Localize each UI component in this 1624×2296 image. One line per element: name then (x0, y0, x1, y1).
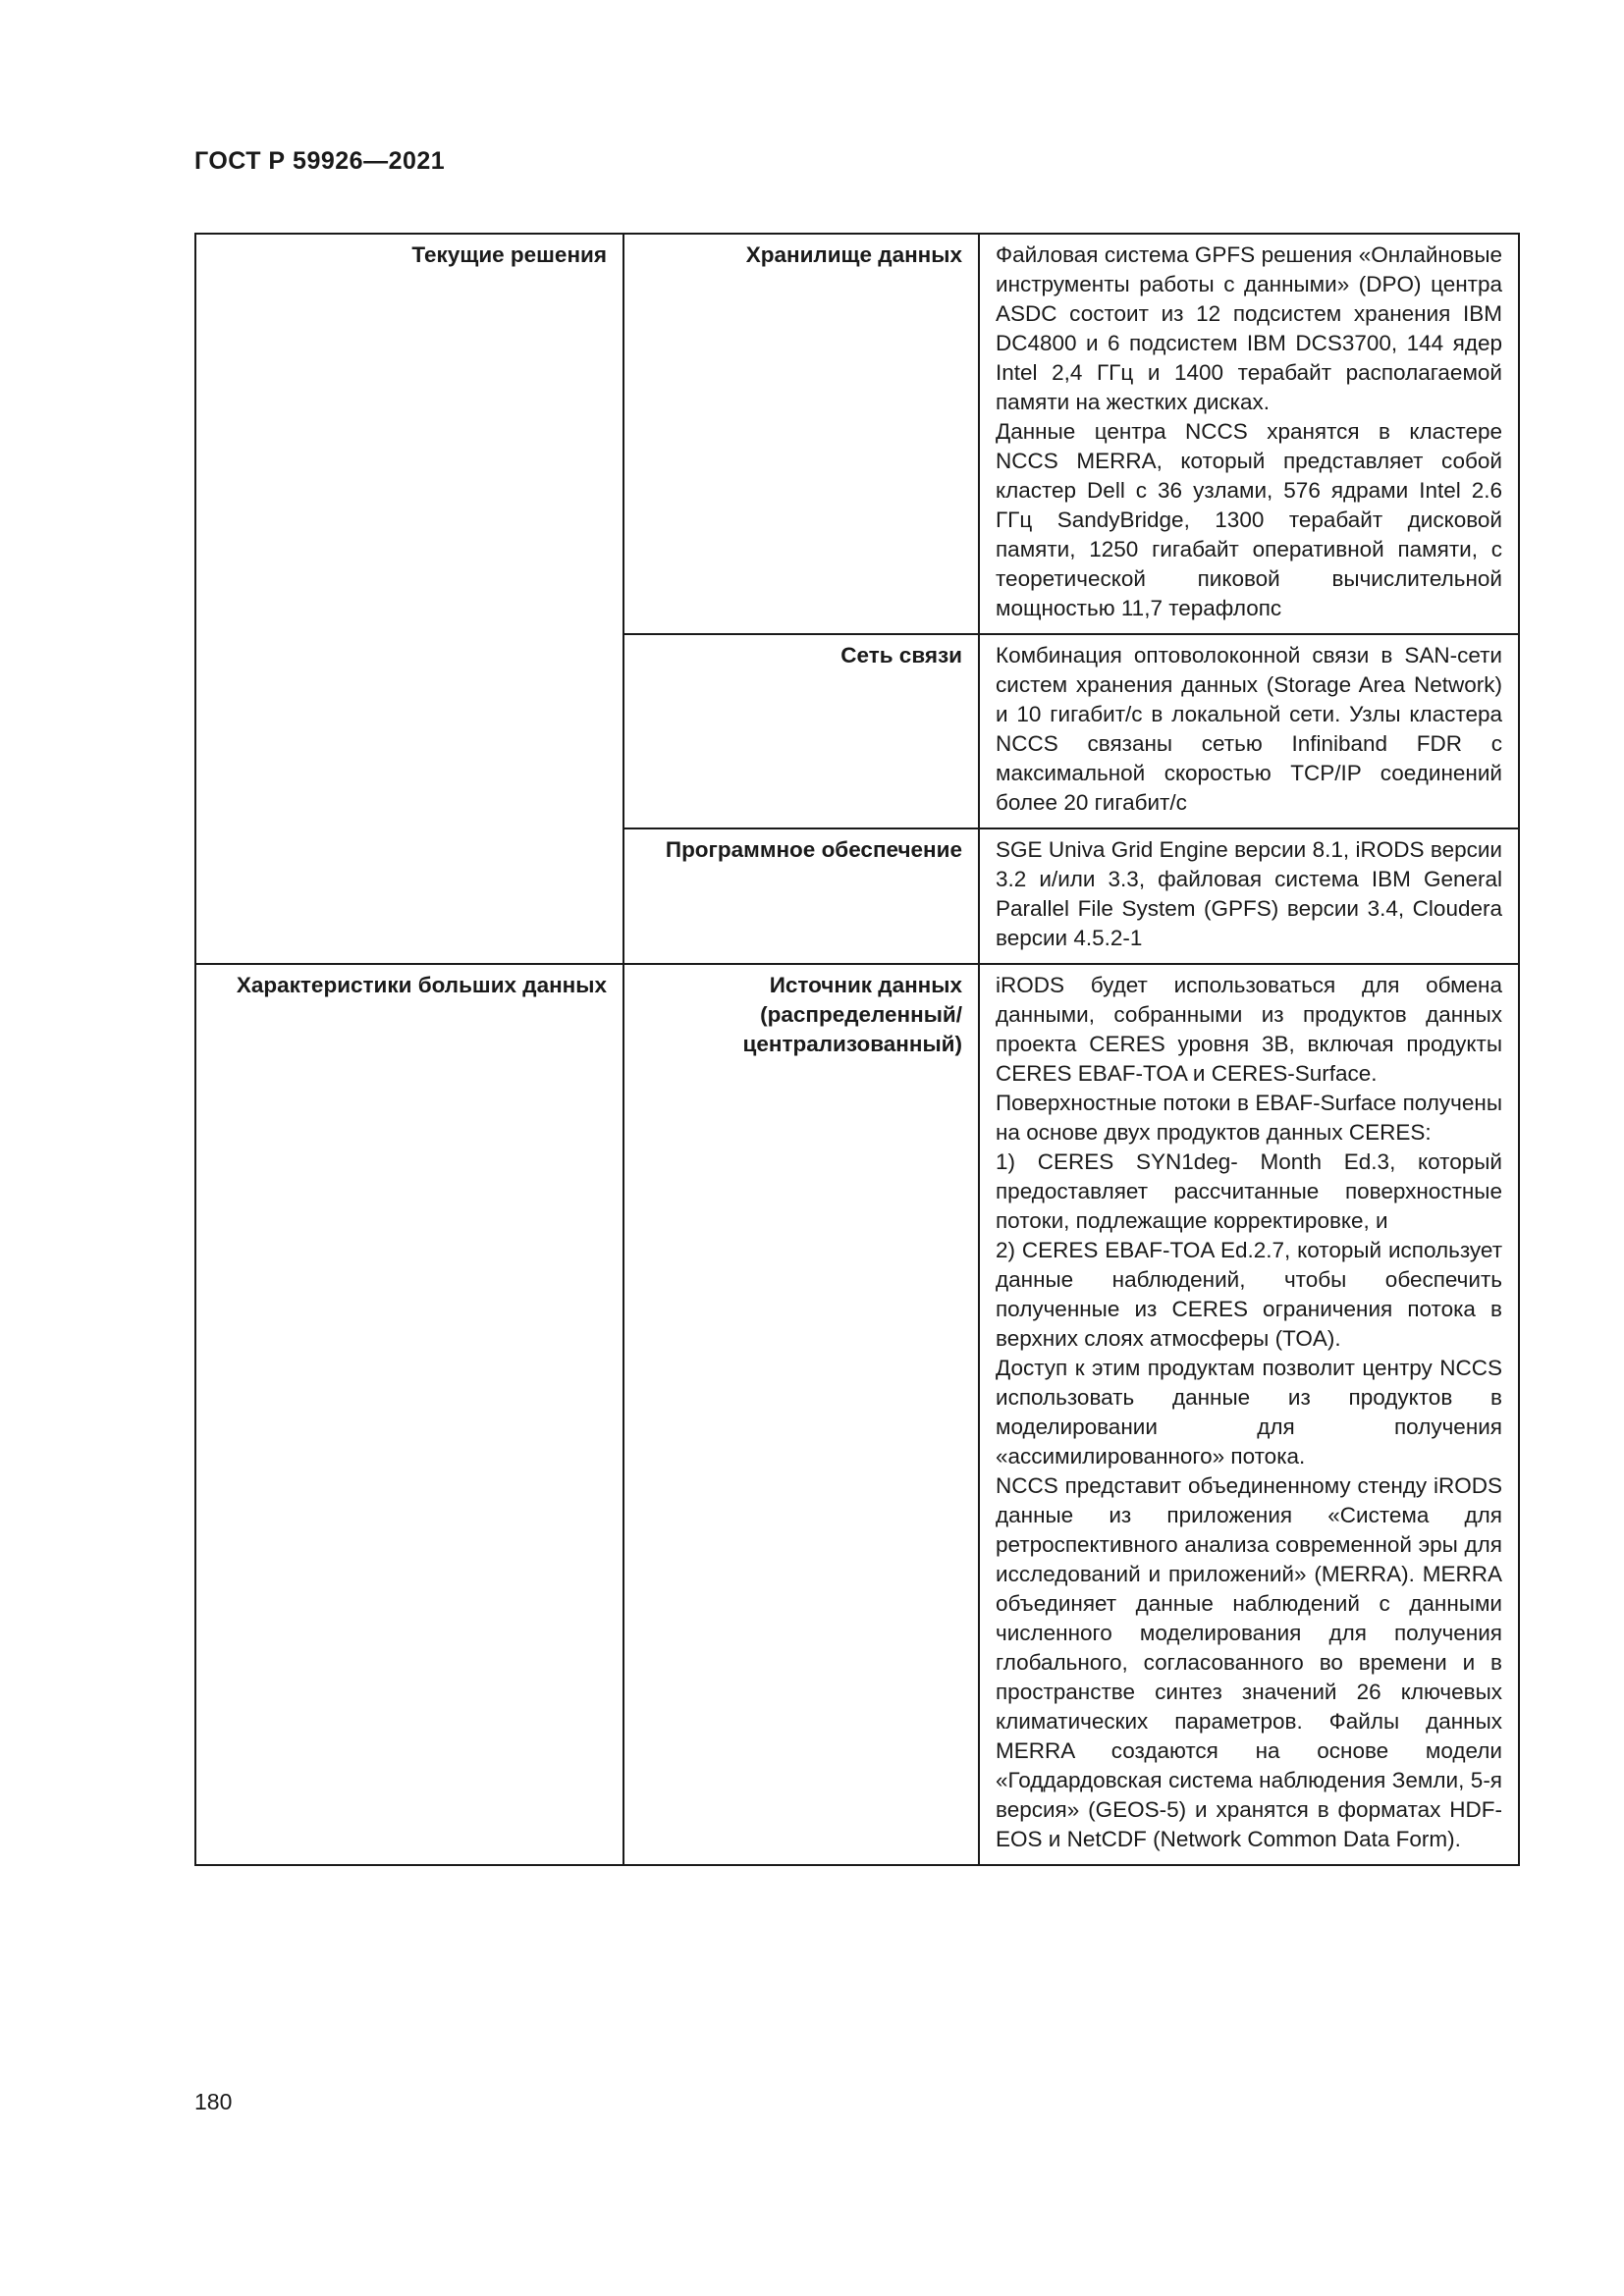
subcategory-cell (623, 828, 979, 964)
category-cell (195, 964, 623, 1865)
description-cell (979, 964, 1519, 1865)
description-paragraph: Комбинация оптоволоконной связи в SAN-сети систем хранения данных (Storage Area Network) и 10 гигабит/с в локальной сети. Узлы кластера NCCS связаны сетью Infiniband FDR с максимальной скоростью TCP/IP соединений более 20 гигабит/с (996, 643, 1502, 815)
table-row (195, 964, 1519, 1865)
description-paragraph: Данные центра NCCS хранятся в кластере NCCS MERRA, который представляет собой кластер Dell с 36 узлами, 576 ядрами Intel 2.6 ГГц SandyBridge, 1300 терабайт дисковой памяти, 1250 гигабайт оперативной памяти, с теоретической пиковой вычислительной мощностью 11,7 терафлопс (996, 419, 1502, 620)
table-row (195, 234, 1519, 634)
description-cell (979, 828, 1519, 964)
description-cell (979, 234, 1519, 634)
description-paragraph: iRODS будет использоваться для обмена данными, собранными из продуктов данных проекта CERES уровня 3B, включая продукты CERES EBAF-TOA и CERES-Surface. (996, 973, 1502, 1086)
page-number: 180 (194, 2089, 233, 2114)
specification-table (194, 233, 1520, 1866)
category-label: Характеристики больших данных (236, 973, 607, 997)
description-paragraph: 1) CERES SYN1deg- Month Ed.3, который предоставляет рассчитанные поверхностные потоки, подлежащие корректировке, и (996, 1149, 1502, 1233)
subcategory-label: Хранилище данных (745, 242, 962, 267)
subcategory-label: Сеть связи (840, 643, 962, 667)
description-paragraph: Доступ к этим продуктам позволит центру NCCS использовать данные из продуктов в моделировании для получения «ассимилированного» потока. (996, 1356, 1502, 1468)
description-paragraph: 2) CERES EBAF-TOA Ed.2.7, который использует данные наблюдений, чтобы обеспечить полученные из CERES ограничения потока в верхних слоях атмосферы (TOA). (996, 1238, 1502, 1351)
subcategory-cell (623, 964, 979, 1865)
description-paragraph: SGE Univa Grid Engine версии 8.1, iRODS версии 3.2 и/или 3.3, файловая система IBM General Parallel File System (GPFS) версии 3.4, Cloudera версии 4.5.2-1 (996, 837, 1502, 950)
subcategory-cell (623, 234, 979, 634)
document-header: ГОСТ Р 59926—2021 (194, 147, 446, 175)
subcategory-cell (623, 634, 979, 828)
description-paragraph: NCCS представит объединенному стенду iRODS данные из приложения «Система для ретроспективного анализа современной эры для исследований и приложений» (MERRA). MERRA объединяет данные наблюдений с данными численного моделирования для получения глобального, согласованного во времени и в пространстве синтез значений 26 ключевых климатических параметров. Файлы данных MERRA создаются на основе модели «Годдардовская система наблюдения Земли, 5-я версия» (GEOS-5) и хранятся в форматах HDF-EOS и NetCDF (Network Common Data Form). (996, 1473, 1502, 1851)
category-cell (195, 234, 623, 964)
subcategory-label: Источник данных (распределенный/ централизованный) (742, 973, 962, 1056)
description-cell (979, 634, 1519, 828)
description-paragraph: Файловая система GPFS решения «Онлайновые инструменты работы с данными» (DPO) центра ASDC состоит из 12 подсистем хранения IBM DC4800 и 6 подсистем IBM DCS3700, 144 ядер Intel 2,4 ГГц и 1400 терабайт располагаемой памяти на жестких дисках. (996, 242, 1502, 414)
description-paragraph: Поверхностные потоки в EBAF-Surface получены на основе двух продуктов данных CERES: (996, 1091, 1502, 1145)
category-label: Текущие решения (411, 242, 607, 267)
subcategory-label: Программное обеспечение (665, 837, 962, 862)
